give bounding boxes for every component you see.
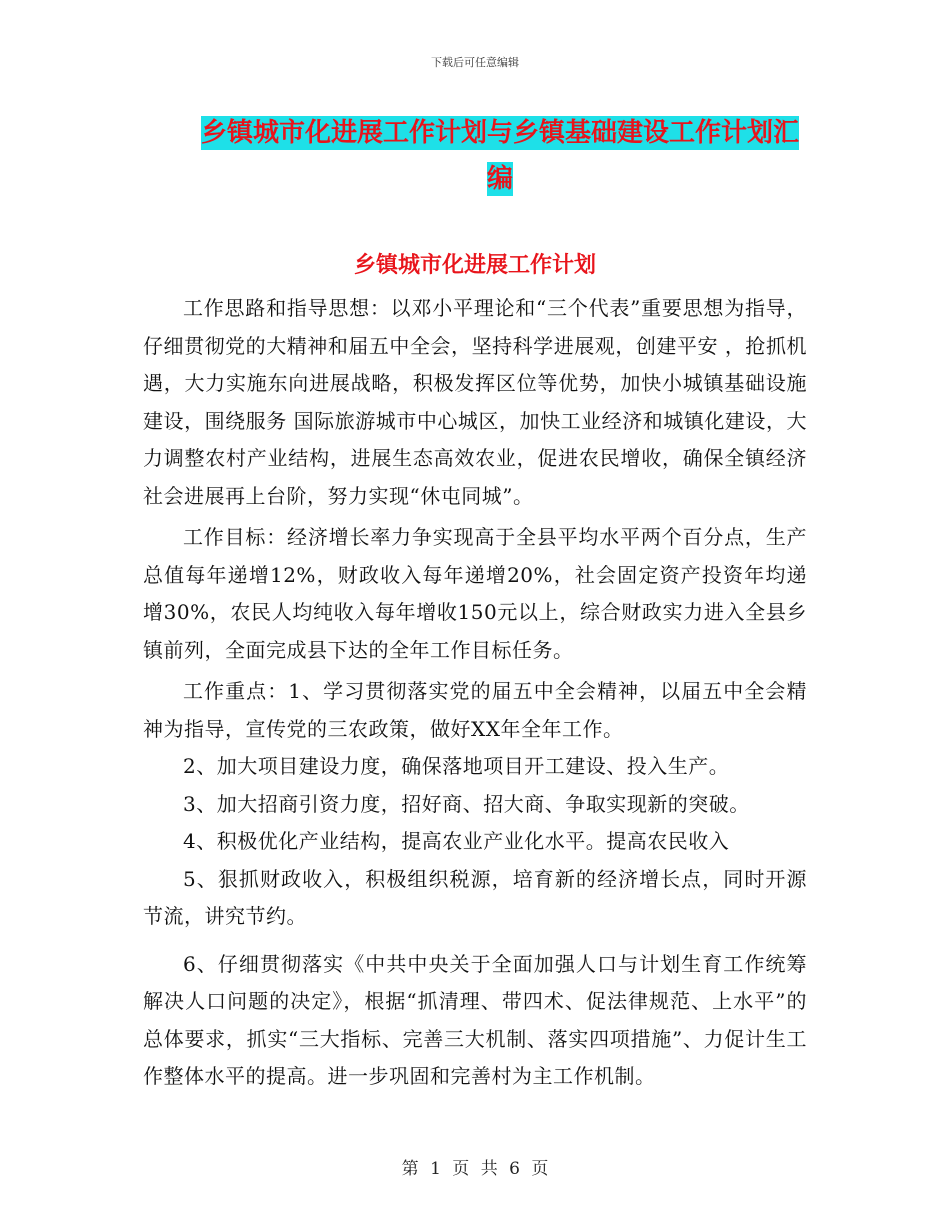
header-note: 下载后可任意编辑 [431, 56, 519, 69]
paragraph-work-focus-6: 6、仔细贯彻落实《中共中央关于全面加强人口与计划生育工作统筹解决人口问题的决定》，根据“抓清理、带四术、促法律规范、上水平”的总体要求，抓实“三大指标、完善三大机制、落实四项措施”、力促计生工作整体水平的提高。进一步巩固和完善村为主工作机制。 [143, 951, 807, 1088]
paragraph-work-focus-5: 5、狠抓财政收入，积极组织税源，培育新的经济增长点，同时开源节流，讲究节约。 [143, 866, 807, 928]
document-title-text: 乡镇城市化进展工作计划与乡镇基础建设工作计划汇编 [200, 118, 799, 194]
document-title [190, 110, 810, 202]
paragraph-work-focus-2: 2、加大项目建设力度，确保落地项目开工建设、投入生产。 [183, 754, 730, 778]
paragraph-work-focus-1: 工作重点：1、学习贯彻落实党的届五中全会精神，以届五中全会精神为指导，宣传党的三农政策，做好XX年全年工作。 [143, 679, 807, 741]
document-body [143, 290, 807, 1096]
section-title: 乡镇城市化进展工作计划 [353, 253, 596, 278]
paragraph-guiding-thought: 工作思路和指导思想：以邓小平理论和“三个代表”重要思想为指导，仔细贯彻党的大精神和届五中全会，坚持科学进展观，创建平安 ，抢抓机遇，大力实施东向进展战略，积极发挥区位等优势，加快小城镇基础设施建设，围绕服务 国际旅游城市中心城区，加快工业经济和城镇化建设，大力调整农村产业结构，进展生态高效农业，促进农民增收，确保全镇经济社会进展再上台阶，努力实现“休屯同城”。 [143, 296, 807, 508]
paragraph-work-goals: 工作目标：经济增长率力争实现高于全县平均水平两个百分点，生产总值每年递增12%，财政收入每年递增20%，社会固定资产投资年均递增30%，农民人均纯收入每年增收150元以上，综合财政实力进入全县乡镇前列，全面完成县下达的全年工作目标任务。 [143, 525, 807, 662]
paragraph-work-focus-3: 3、加大招商引资力度，招好商、招大商、争取实现新的突破。 [183, 791, 750, 816]
paragraph-work-focus-4: 4、积极优化产业结构，提高农业产业化水平。提高农民收入 [183, 829, 730, 853]
page-number: 第 1 页 共 6 页 [401, 1159, 549, 1179]
